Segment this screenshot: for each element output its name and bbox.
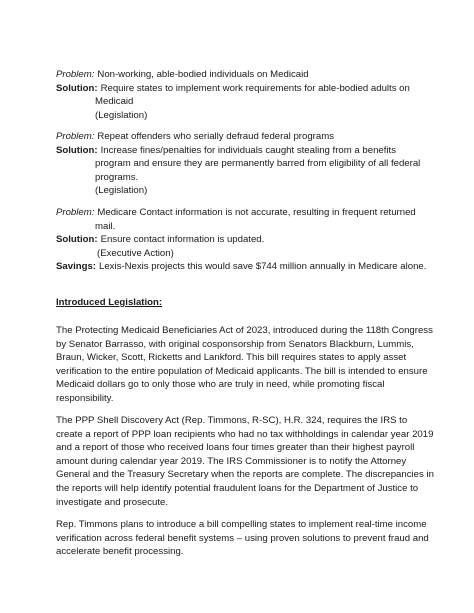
solution-row (56, 144, 436, 158)
problem-label: Problem: (56, 131, 95, 142)
action-type: (Legislation) (95, 109, 148, 121)
problem-text-cont: mail. (95, 220, 116, 232)
solution-text: Increase fines/penalties for individuals caught stealing from a benefits (100, 144, 397, 156)
legislation-paragraph-3 (56, 518, 436, 559)
action-type: (Legislation) (95, 185, 148, 197)
solution-row (56, 82, 436, 96)
problem-text: Repeat offenders who serially defraud federal programs (97, 131, 334, 142)
problem-block-repeat-offenders (56, 130, 436, 198)
problem-block-medicare-contact (56, 206, 436, 274)
solution-label: Solution: (56, 82, 98, 94)
solution-label: Solution: (56, 234, 98, 246)
solution-text-cont: programs. (95, 171, 139, 183)
legislation-paragraph-2 (56, 414, 436, 509)
problem-row (56, 130, 436, 144)
problem-block-medicaid-work (56, 68, 436, 122)
solution-text: Require states to implement work requirements for able-bodied adults on (100, 82, 410, 94)
paragraph-text: Rep. Timmons plans to introduce a bill compelling states to implement real-time income verification across federal benefit systems – using proven solutions to prevent fraud and accelerate benefit processing. (56, 519, 429, 558)
action-type: (Executive Action) (97, 247, 174, 259)
legislation-heading (56, 296, 436, 310)
problem-label: Problem: (56, 207, 95, 218)
solution-text-cont: program and ensure they are permanently barred from eligibility of all federal (95, 158, 421, 170)
solution-label: Solution: (56, 144, 98, 156)
solution-row (56, 233, 436, 247)
paragraph-text: The PPP Shell Discovery Act (Rep. Timmons, R-SC), H.R. 324, requires the IRS to create a report of PPP loan recipients who had no tax withholdings in calendar year 2019 and a report of those who received loans four times greater than their highest payroll amount during calendar year 2019. The IRS Commissioner is to notify the Attorney General and the Treasury Secretary when the reports are complete. The discrepancies in the reports will help identify potential fraudulent loans for the Department of Justice to investigate and prosecute. (56, 415, 434, 508)
problem-row (56, 68, 436, 82)
problem-row (56, 206, 436, 220)
savings-row (56, 260, 436, 274)
problem-text: Non-working, able-bodied individuals on Medicaid (97, 69, 309, 80)
section-heading: Introduced Legislation: (56, 297, 163, 308)
problem-text: Medicare Contact information is not accurate, resulting in frequent returned (97, 207, 416, 218)
solution-text-cont: Medicaid (95, 96, 134, 108)
savings-text: Lexis-Nexis projects this would save $744 million annually in Medicare alone. (99, 261, 427, 273)
problem-label: Problem: (56, 69, 95, 80)
savings-label: Savings: (56, 261, 96, 273)
legislation-paragraph-1 (56, 324, 436, 406)
solution-text: Ensure contact information is updated. (100, 234, 265, 246)
paragraph-text: The Protecting Medicaid Beneficiaries Act of 2023, introduced during the 118th Congress by Senator Barrasso, with original cosponsorship from Senators Blackburn, Lummis, Braun, Wicker, Scott, Ricketts and Lankford. This bill requires states to apply asset verification to the entire population of Medicaid applicants. The bill is intended to ensure Medicaid dollars go to only those who are truly in need, while promoting fiscal responsibility. (56, 325, 433, 404)
